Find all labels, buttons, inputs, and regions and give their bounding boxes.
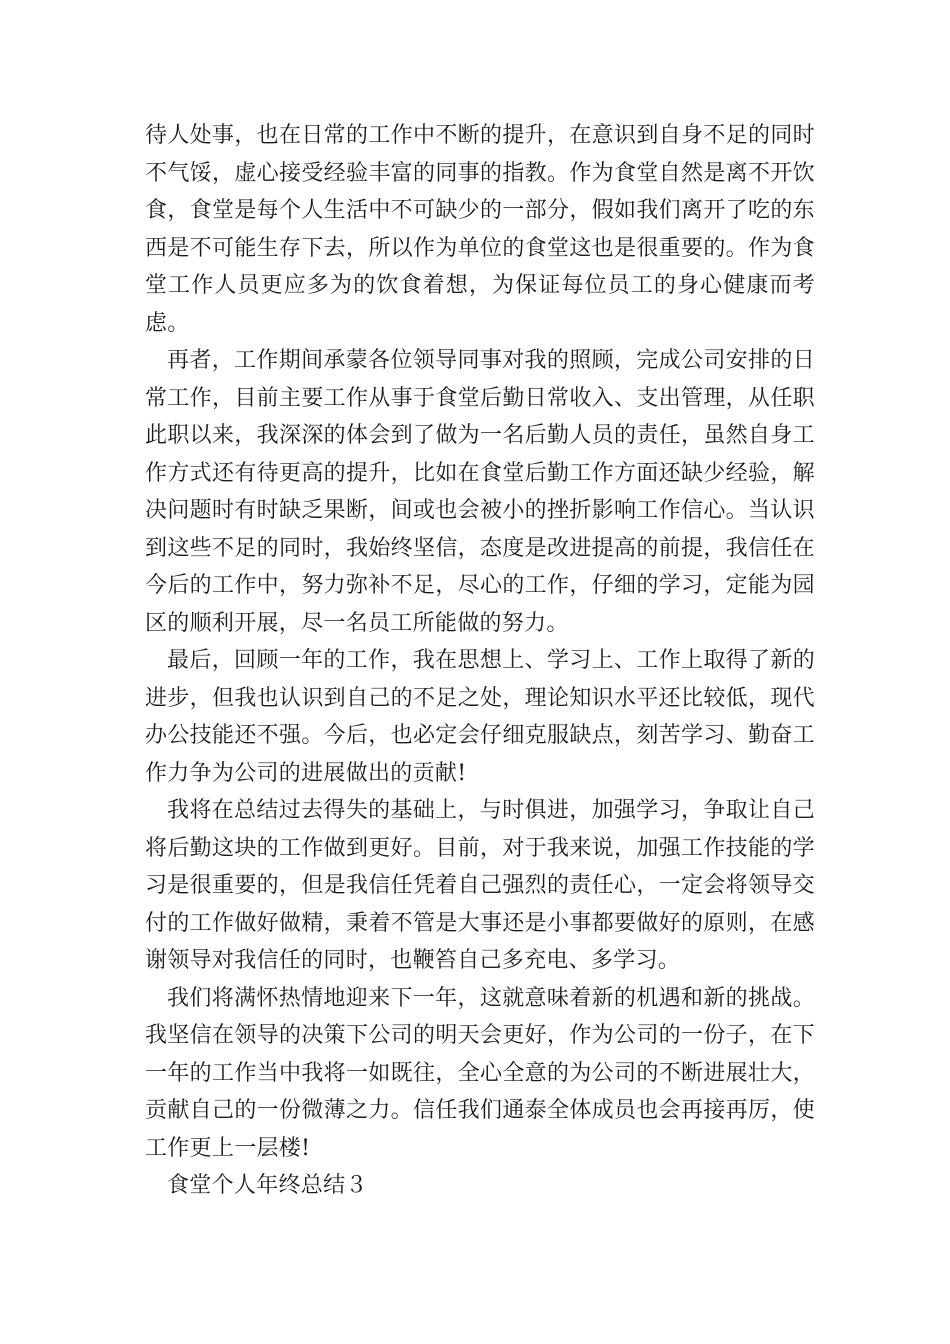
document-body xyxy=(145,117,815,1205)
paragraph-4: 我将在总结过去得失的基础上，与时俱进，加强学习，争取让自己将后勤这块的工作做到更好。目前，对于我来说，加强工作技能的学习是很重要的，但是我信任凭着自己强烈的责任心，一定会将领导交付的工作做好做精，秉着不管是大事还是小事都要做好的原则，在感谢领导对我信任的同时，也鞭笞自己多充电、多学习。 xyxy=(145,798,815,973)
paragraph-2: 再者，工作期间承蒙各位领导同事对我的照顾，完成公司安排的日常工作，目前主要工作从事于食堂后勤日常收入、支出管理，从任职此职以来，我深深的体会到了做为一名后勤人员的责任，虽然自身工作方式还有待更高的提升，比如在食堂后勤工作方面还缺少经验，解决问题时有时缺乏果断，间或也会被小的挫折影响工作信心。当认识到这些不足的同时，我始终坚信，态度是改进提高的前提，我信任在今后的工作中，努力弥补不足，尽心的工作，仔细的学习，定能为园区的顺利开展，尽一名员工所能做的努力。 xyxy=(145,348,815,636)
paragraph-1: 待人处事，也在日常的工作中不断的提升，在意识到自身不足的同时不气馁，虚心接受经验丰富的同事的指教。作为食堂自然是离不开饮食，食堂是每个人生活中不可缺少的一部分，假如我们离开了吃的东西是不可能生存下去，所以作为单位的食堂这也是很重要的。作为食堂工作人员更应多为的饮食着想，为保证每位员工的身心健康而考虑。 xyxy=(145,123,815,336)
paragraph-5: 我们将满怀热情地迎来下一年，这就意味着新的机遇和新的挑战。我坚信在领导的决策下公司的明天会更好，作为公司的一份子，在下一年的工作当中我将一如既往，全心全意的为公司的不断进展壮大，贡献自己的一份微薄之力。信任我们通泰全体成员也会再接再厉，使工作更上一层楼! xyxy=(145,985,815,1161)
section-heading: 食堂个人年终总结３ xyxy=(167,1173,368,1198)
paragraph-3: 最后，回顾一年的工作，我在思想上、学习上、工作上取得了新的进步，但我也认识到自己的不足之处，理论知识水平还比较低，现代办公技能还不强。今后，也必定会仔细克服缺点，刻苦学习、勤奋工作力争为公司的进展做出的贡献! xyxy=(145,648,815,786)
